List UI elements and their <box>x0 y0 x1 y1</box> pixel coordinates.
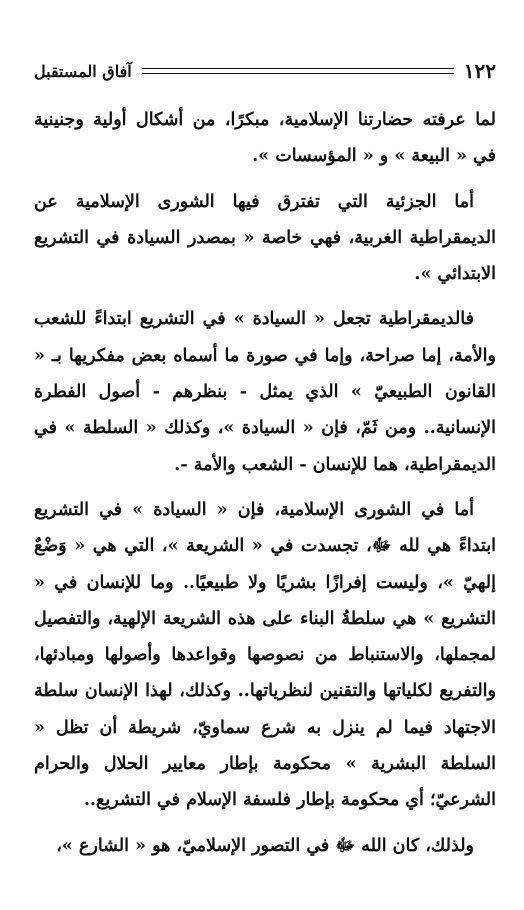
running-title: آفاق المستقبل <box>34 61 132 81</box>
paragraph-3: فالديمقراطية تجعل « السيادة » في التشريع ابتداءً للشعب والأمة، إما صراحة، وإما في صورة ما أسماه بعض مفكريها بـ « القانون الطبيعيّ » الذي يمثل - بنظرهم - أصول الفطرة الإنسانية.. ومن ثَمّ، فإن « السيادة »، وكذلك « السلطة » في الديمقراطية، هما للإنسان - الشعب والأمة -. <box>34 309 496 475</box>
book-page <box>34 54 496 890</box>
paragraph-4: أما في الشورى الإسلامية، فإن « السيادة » في التشريع ابتداءً هي لله ﷻ، تجسدت في « الشريعة »، التي هي « وَضْعٌ إلهيّ »، وليست إفرازًا بشريًا ولا طبيعيًا.. وما للإنسان في « التشريع » هي سلطةُ البناء على هذه الشريعة الإلهية، والتفصيل لمجملها، والاستنباط من نصوصها وقواعدها وأصولها ومبادئها، والتفريع لكلياتها والتقنين لنظرياتها.. وكذلك، لهذا الإنسان سلطة الاجتهاد فيما لم ينزل به شرع سماويّ، شريطة أن تظل « السلطة البشرية » محكومة بإطار معايير الحلال والحرام الشرعيّ؛ أي محكومة بإطار فلسفة الإسلام في التشريع.. <box>34 499 496 811</box>
paragraph-2: أما الجزئية التي تفترق فيها الشورى الإسلامية عن الديمقراطية الغربية، فهي خاصة « بمصدر السيادة في التشريع الابتدائي ». <box>34 191 496 285</box>
header-double-rule <box>142 68 454 74</box>
paragraph-5: ولذلك، كان الله ﷻ في التصور الإسلاميّ، هو « الشارع »، <box>56 835 474 856</box>
page-number: ١٢٢ <box>463 59 496 83</box>
paragraph-1: لما عرفته حضارتنا الإسلامية، مبكرًا، من أشكال أولية وجنينية في « البيعة » و « المؤسسات ». <box>34 110 496 167</box>
body-text <box>34 102 496 864</box>
page-header <box>34 54 496 88</box>
